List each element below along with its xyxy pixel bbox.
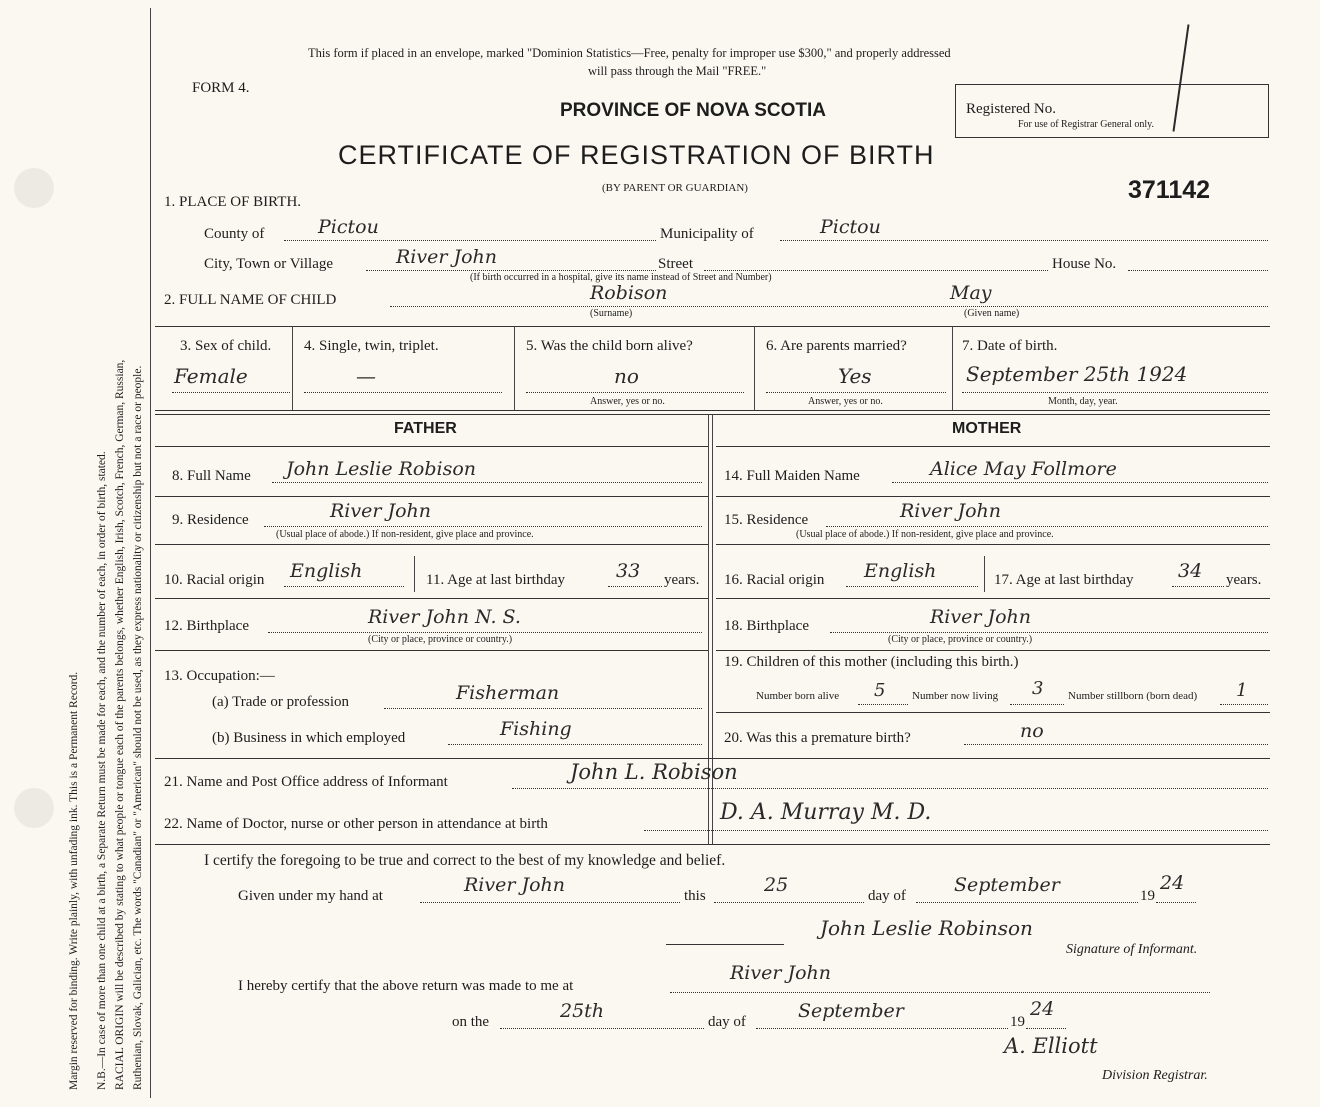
dob-note: Month, day, year. <box>1048 396 1118 407</box>
sex-value: Female <box>174 364 248 388</box>
house-label: House No. <box>1052 256 1117 272</box>
return-day: 25th <box>560 1000 605 1022</box>
municipality-label: Municipality of <box>660 226 754 242</box>
given-year: 24 <box>1160 872 1185 894</box>
father-business-value: Fishing <box>500 718 572 740</box>
given-year-prefix: 19 <box>1140 888 1155 904</box>
informant-signature: John Leslie Robinson <box>820 916 1033 940</box>
return-year-prefix: 19 <box>1010 1014 1025 1030</box>
signature-label: Signature of Informant. <box>1066 942 1198 957</box>
mail-notice-2: will pass through the Mail "FREE." <box>588 64 767 78</box>
mother-age-value: 34 <box>1178 560 1203 582</box>
dob-value: September 25th 1924 <box>966 362 1188 386</box>
certificate-number: 371142 <box>1128 176 1211 204</box>
father-heading: FATHER <box>394 420 457 437</box>
child-name-label: 2. FULL NAME OF CHILD <box>164 292 337 308</box>
father-birthplace-label: 12. Birthplace <box>164 618 249 634</box>
informant-label: 21. Name and Post Office address of Informant <box>164 774 448 790</box>
father-age-label: 11. Age at last birthday <box>426 572 565 588</box>
registered-label: Registered No. <box>966 101 1056 117</box>
mother-race-label: 16. Racial origin <box>724 572 825 588</box>
place-of-birth-label: 1. PLACE OF BIRTH. <box>164 194 302 210</box>
this-label: this <box>684 888 706 904</box>
margin-text-2: N.B.—In case of more than one child at a birth, a Separate Return must be made for each, and the number of each, in order of birth, stated. <box>96 451 108 1090</box>
child-surname: Robison <box>590 282 668 304</box>
hospital-note: (If birth occurred in a hospital, give its name instead of Street and Number) <box>470 272 772 283</box>
return-year: 24 <box>1030 998 1055 1020</box>
mother-birthplace-value: River John <box>930 606 1032 628</box>
given-under-label: Given under my hand at <box>238 888 383 904</box>
margin-text-4: Ruthenian, Slovak, Galician, etc. The words "Canadian" or "American" should not be used, as they express nationality or citizenship but not a race or people. <box>132 365 144 1090</box>
stillborn-label: Number stillborn (born dead) <box>1068 690 1198 702</box>
father-years: years. <box>664 572 700 588</box>
informant-value: John L. Robison <box>570 760 738 784</box>
return-place: River John <box>730 962 832 984</box>
mother-residence-note: (Usual place of abode.) If non-resident, give place and province. <box>796 529 1054 540</box>
margin-text-1: Margin reserved for binding. Write plainly, with unfading ink. This is a Permanent Record. <box>68 671 80 1090</box>
mother-age-label: 17. Age at last birthday <box>994 572 1134 588</box>
certify-statement: I certify the foregoing to be true and correct to the best of my knowledge and belief. <box>204 852 726 869</box>
county-value: Pictou <box>318 216 379 238</box>
given-month: September <box>954 874 1060 896</box>
mother-name-label: 14. Full Maiden Name <box>724 468 860 484</box>
margin-rule <box>150 8 151 1098</box>
mother-residence-value: River John <box>900 500 1002 522</box>
father-name-label: 8. Full Name <box>172 468 251 484</box>
father-name-value: John Leslie Robison <box>286 458 477 480</box>
mother-birthplace-label: 18. Birthplace <box>724 618 809 634</box>
father-residence-note: (Usual place of abode.) If non-resident, give place and province. <box>276 529 534 540</box>
multiple-label: 4. Single, twin, triplet. <box>304 338 439 354</box>
city-label: City, Town or Village <box>204 256 334 272</box>
born-alive-value: no <box>614 364 639 388</box>
father-age-value: 33 <box>616 560 641 582</box>
now-living-count: 3 <box>1032 678 1044 699</box>
registered-box <box>955 84 1269 138</box>
born-alive-count-label: Number born alive <box>756 690 840 702</box>
punch-hole-top <box>14 168 54 208</box>
city-value: River John <box>396 246 498 268</box>
given-place: River John <box>464 874 566 896</box>
father-business-label: (b) Business in which employed <box>212 730 406 746</box>
father-birthplace-value: River John N. S. <box>368 606 521 628</box>
married-note: Answer, yes or no. <box>808 396 883 407</box>
surname-note: (Surname) <box>590 308 633 319</box>
doctor-label: 22. Name of Doctor, nurse or other person in attendance at birth <box>164 816 548 832</box>
mother-birthplace-note: (City or place, province or country.) <box>888 634 1033 645</box>
certificate-title: CERTIFICATE OF REGISTRATION OF BIRTH <box>338 140 935 170</box>
mother-name-value: Alice May Follmore <box>930 458 1117 480</box>
doctor-value: D. A. Murray M. D. <box>720 800 932 825</box>
return-month: September <box>798 1000 904 1022</box>
father-trade-label: (a) Trade or profession <box>212 694 350 710</box>
stillborn-count: 1 <box>1236 680 1248 701</box>
mother-residence-label: 15. Residence <box>724 512 809 528</box>
province-heading: PROVINCE OF NOVA SCOTIA <box>560 100 827 121</box>
father-residence-label: 9. Residence <box>172 512 249 528</box>
multiple-value: — <box>356 364 376 388</box>
binding-margin <box>0 0 152 1107</box>
mother-years: years. <box>1226 572 1262 588</box>
given-day: 25 <box>764 874 789 896</box>
born-alive-count: 5 <box>874 680 886 701</box>
certificate-subtitle: (BY PARENT OR GUARDIAN) <box>602 182 748 194</box>
registrar-signature: A. Elliott <box>1004 1034 1098 1058</box>
street-label: Street <box>658 256 693 272</box>
father-residence-value: River John <box>330 500 432 522</box>
given-name-note: (Given name) <box>964 308 1020 319</box>
father-occupation-label: 13. Occupation:— <box>164 668 275 684</box>
mother-heading: MOTHER <box>952 420 1022 437</box>
mother-race-value: English <box>864 560 937 582</box>
day-of-label: day of <box>868 888 906 904</box>
father-race-label: 10. Racial origin <box>164 572 265 588</box>
registrar-label: Division Registrar. <box>1102 1068 1208 1083</box>
on-the-label: on the <box>452 1014 490 1030</box>
margin-text-3: RACIAL ORIGIN will be described by stating to what people or tongue each of the parents belongs, whether English, Irish, Scotch, French, German, Russian, <box>114 359 126 1090</box>
return-made-label: I hereby certify that the above return was made to me at <box>238 978 574 994</box>
registrar-note: For use of Registrar General only. <box>1018 119 1154 130</box>
premature-value: no <box>1020 720 1044 742</box>
form-number: FORM 4. <box>192 80 250 96</box>
now-living-label: Number now living <box>912 690 999 702</box>
punch-hole-bottom <box>14 788 54 828</box>
municipality-value: Pictou <box>820 216 881 238</box>
father-race-value: English <box>290 560 363 582</box>
born-alive-note: Answer, yes or no. <box>590 396 665 407</box>
sex-label: 3. Sex of child. <box>180 338 272 354</box>
born-alive-label: 5. Was the child born alive? <box>526 338 693 354</box>
return-day-of-label: day of <box>708 1014 746 1030</box>
dob-label: 7. Date of birth. <box>962 338 1058 354</box>
premature-label: 20. Was this a premature birth? <box>724 730 911 746</box>
mail-notice-1: This form if placed in an envelope, marked "Dominion Statistics—Free, penalty for improper use $300," and properly addressed <box>308 46 951 60</box>
child-given-name: May <box>950 282 992 304</box>
mother-children-label: 19. Children of this mother (including this birth.) <box>724 654 1019 670</box>
county-label: County of <box>204 226 265 242</box>
married-value: Yes <box>838 364 872 388</box>
married-label: 6. Are parents married? <box>766 338 907 354</box>
father-trade-value: Fisherman <box>456 682 560 704</box>
father-birthplace-note: (City or place, province or country.) <box>368 634 513 645</box>
